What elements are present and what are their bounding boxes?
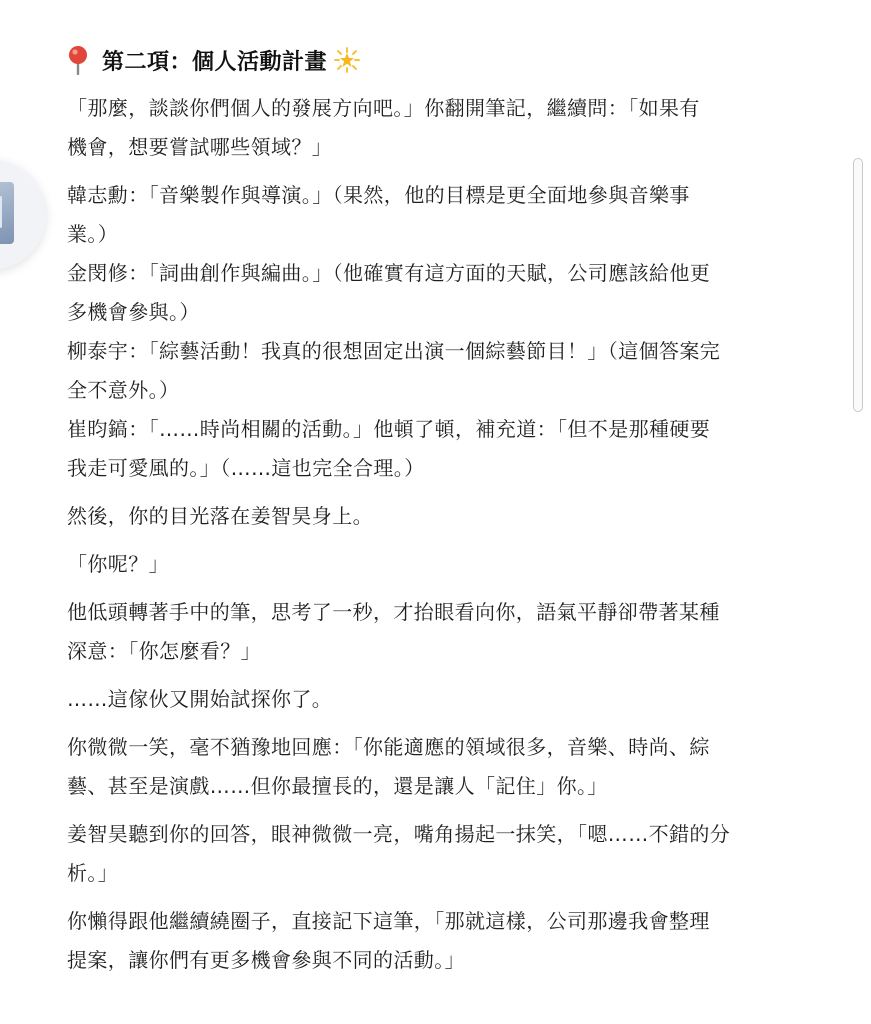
paragraph: 「你呢？」 [67, 552, 169, 576]
paragraph: 然後，你的目光落在姜智昊身上。 [67, 504, 373, 528]
paragraph: 你微微一笑，毫不猶豫地回應：「你能適應的領域很多，音樂、時尚、綜 藝、甚至是演戲……但你最擅長的，還是讓人「記住」你。」 [67, 735, 710, 798]
paragraph: 你懶得跟他繼續繞圈子，直接記下這筆，「那就這樣，公司那邊我會整理 提案，讓你們有更多機會參與不同的活動。」 [67, 909, 710, 972]
section-title: 第二項：個人活動計畫 [102, 49, 328, 75]
paragraph: 「那麼，談談你們個人的發展方向吧。」你翻開筆記，繼續問：「如果有 機會，想要嘗試哪些領域？」 [67, 96, 700, 159]
scrollbar[interactable] [853, 158, 863, 412]
article-body [67, 40, 812, 980]
document-thumbnail-icon [0, 182, 14, 244]
floating-assistant-avatar[interactable] [0, 160, 46, 270]
section-heading [65, 40, 812, 80]
paragraph: 姜智昊聽到你的回答，眼神微微一亮，嘴角揚起一抹笑，「嗯……不錯的分 析。」 [67, 822, 731, 885]
paragraph: ……這傢伙又開始試探你了。 [67, 687, 333, 711]
paragraph: 他低頭轉著手中的筆，思考了一秒，才抬眼看向你，語氣平靜卻帶著某種 深意：「你怎麼看？」 [67, 600, 720, 663]
paragraph: 金閔修：「詞曲創作與編曲。」（他確實有這方面的天賦，公司應該給他更 多機會參與。） [67, 261, 711, 324]
glowing-star-icon [333, 46, 361, 74]
paragraph: 崔昀鎬：「……時尚相關的活動。」他頓了頓，補充道：「但不是那種硬要 我走可愛風的。」（……這也完全合理。） [67, 417, 711, 480]
round-pushpin-icon [65, 45, 91, 75]
paragraph: 柳泰宇：「綜藝活動！我真的很想固定出演一個綜藝節目！」（這個答案完 全不意外。） [67, 339, 721, 402]
paragraph: 韓志勳：「音樂製作與導演。」（果然，他的目標是更全面地參與音樂事 業。） [67, 183, 690, 246]
